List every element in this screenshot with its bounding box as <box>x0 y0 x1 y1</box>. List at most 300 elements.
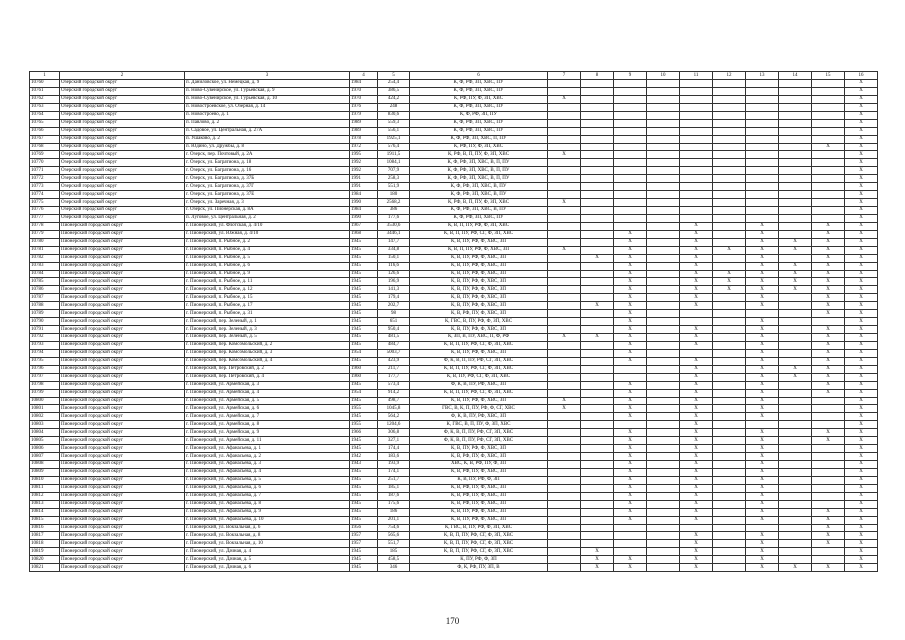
column-number: 8 <box>581 72 614 80</box>
table-cell: X <box>845 175 878 183</box>
table-cell: 1989 <box>350 119 378 127</box>
table-row <box>30 119 878 127</box>
table-cell: 565,6 <box>378 532 410 540</box>
table-cell <box>812 556 845 564</box>
table-cell: 185 <box>378 548 410 556</box>
table-cell: X <box>746 254 779 262</box>
table-cell: X <box>845 413 878 421</box>
table-cell <box>581 262 614 270</box>
table-cell: Ф, К, В, П, ПУ, РФ, СГ, ЗП, ХВС <box>410 429 548 437</box>
table-cell <box>746 524 779 532</box>
table-cell: X <box>845 151 878 159</box>
table-cell: X <box>680 421 713 429</box>
table-cell: 1945 <box>350 326 378 334</box>
table-cell: X <box>845 556 878 564</box>
table-cell <box>581 286 614 294</box>
table-cell: X <box>680 468 713 476</box>
table-cell: г. Пионерский, п. Рыбное, д. 12 <box>185 286 350 294</box>
table-cell: 10805 <box>30 437 60 445</box>
table-cell: К, В, РФ, ПУ, Ф, ХВС, ЗП <box>410 453 548 461</box>
table-cell <box>680 310 713 318</box>
table-cell <box>548 556 581 564</box>
table-cell: X <box>812 508 845 516</box>
table-cell: К, В, П, ПУ, РФ, СГ, Ф, ЗП, ХВС <box>410 389 548 397</box>
table-cell <box>647 564 680 572</box>
table-cell <box>680 111 713 119</box>
table-cell <box>647 286 680 294</box>
table-cell: X <box>614 484 647 492</box>
table-cell <box>581 95 614 103</box>
table-cell: X <box>614 437 647 445</box>
table-cell: Озерский городской округ <box>60 199 185 207</box>
table-cell: 10815 <box>30 516 60 524</box>
table-cell <box>548 302 581 310</box>
table-cell: К, В, РФ, ПУ, Ф, ХВС, ЗП <box>410 492 548 500</box>
table-cell: Пионерский городской округ <box>60 334 185 342</box>
table-cell: К, В, ПУ, РФ, Ф, ХВС, ЗП <box>410 302 548 310</box>
table-row <box>30 135 878 143</box>
table-cell: г. Пионерский, п. Рыбное, д. 4 <box>185 246 350 254</box>
table-cell <box>713 254 746 262</box>
table-cell: Пионерский городской округ <box>60 492 185 500</box>
table-cell: 498,7 <box>378 397 410 405</box>
table-cell <box>581 461 614 469</box>
table-cell <box>548 381 581 389</box>
table-cell: 651 <box>378 318 410 326</box>
table-cell: г. Пионерский, ул. Афанасьева, д. 6 <box>185 484 350 492</box>
table-cell: 2568,2 <box>378 199 410 207</box>
table-cell <box>812 484 845 492</box>
table-cell: 10791 <box>30 326 60 334</box>
table-cell <box>647 349 680 357</box>
table-cell: X <box>680 365 713 373</box>
table-cell <box>581 437 614 445</box>
table-cell: 551,9 <box>378 183 410 191</box>
table-cell: X <box>680 453 713 461</box>
table-cell: 576,4 <box>378 143 410 151</box>
table-cell: г. Пионерский, ул. Афанасьева, д. 2 <box>185 453 350 461</box>
table-cell: X <box>746 334 779 342</box>
table-cell <box>548 365 581 373</box>
table-cell: 193,9 <box>378 461 410 469</box>
table-cell: X <box>845 389 878 397</box>
table-cell: 10812 <box>30 492 60 500</box>
table-cell: 177,6 <box>378 214 410 222</box>
table-cell: г. Пионерский, п. Рыбное, д. 15 <box>185 294 350 302</box>
table-cell <box>647 230 680 238</box>
table-cell: X <box>680 222 713 230</box>
table-row <box>30 405 878 413</box>
table-cell: X <box>845 159 878 167</box>
table-row <box>30 87 878 95</box>
table-cell: X <box>548 405 581 413</box>
table-cell: 10760 <box>30 80 60 88</box>
table-cell: 1945 <box>350 468 378 476</box>
table-cell: 1945 <box>350 516 378 524</box>
table-cell: X <box>845 532 878 540</box>
table-cell: X <box>680 389 713 397</box>
column-number: 5 <box>378 72 410 80</box>
table-cell: 1991 <box>350 183 378 191</box>
table-cell <box>680 143 713 151</box>
table-cell: 1945 <box>350 413 378 421</box>
table-cell <box>713 476 746 484</box>
table-cell: 1911,5 <box>378 151 410 159</box>
table-cell: К, Ф, РФ, ЗП, ХВС, П, ПУ <box>410 135 548 143</box>
table-cell: 10781 <box>30 246 60 254</box>
column-number: 2 <box>60 72 185 80</box>
table-cell <box>779 524 812 532</box>
table-cell: Озерский городской округ <box>60 151 185 159</box>
table-cell <box>647 421 680 429</box>
column-number: 7 <box>548 72 581 80</box>
table-cell: X <box>845 310 878 318</box>
table-cell: Пионерский городской округ <box>60 508 185 516</box>
table-cell: 10766 <box>30 127 60 135</box>
table-cell <box>548 103 581 111</box>
table-cell: 147,7 <box>378 238 410 246</box>
table-cell <box>647 159 680 167</box>
table-cell <box>812 80 845 88</box>
table-cell <box>581 453 614 461</box>
table-cell <box>548 461 581 469</box>
table-cell: X <box>812 270 845 278</box>
table-cell: 10768 <box>30 143 60 151</box>
table-cell: 10813 <box>30 500 60 508</box>
table-cell <box>713 524 746 532</box>
table-cell: 1945 <box>350 548 378 556</box>
table-cell: X <box>680 397 713 405</box>
table-cell: 186 <box>378 508 410 516</box>
table-cell: Пионерский городской округ <box>60 429 185 437</box>
table-cell: 10783 <box>30 262 60 270</box>
table-cell <box>548 318 581 326</box>
table-cell: п. Садовое, ул. Центральная, д. 27А <box>185 127 350 135</box>
table-cell <box>680 175 713 183</box>
table-cell: X <box>746 302 779 310</box>
table-cell: 1084,1 <box>378 159 410 167</box>
table-cell <box>680 199 713 207</box>
table-cell <box>713 421 746 429</box>
table-cell <box>647 524 680 532</box>
table-cell: X <box>680 262 713 270</box>
table-cell <box>581 191 614 199</box>
table-cell: X <box>680 461 713 469</box>
table-cell: К, В, П, ПУ, РФ, СГ, Ф, ЗП, ХВС <box>410 230 548 238</box>
table-cell: X <box>614 453 647 461</box>
table-cell: К, ГВС, В, ПУ, РФ, Ф, ЗП, ХВС <box>410 524 548 532</box>
table-cell <box>548 119 581 127</box>
table-cell <box>614 191 647 199</box>
table-cell: Озерский городской округ <box>60 111 185 119</box>
table-cell <box>614 103 647 111</box>
table-cell <box>647 111 680 119</box>
table-cell: г. Пионерский, п. Рыбное, д. 31 <box>185 310 350 318</box>
table-cell: п. Луговое, ул. Центральная, д. 2 <box>185 214 350 222</box>
table-cell: X <box>845 365 878 373</box>
table-row <box>30 310 878 318</box>
table-cell: 386 <box>378 207 410 215</box>
table-cell <box>746 80 779 88</box>
table-cell: 10776 <box>30 207 60 215</box>
table-cell <box>614 548 647 556</box>
table-cell <box>548 143 581 151</box>
table-cell <box>713 484 746 492</box>
table-row <box>30 548 878 556</box>
table-cell: X <box>614 500 647 508</box>
table-cell: Ф, К, В, П, ПУ, РФ, СГ, ЗП, ХВС <box>410 357 548 365</box>
table-cell <box>647 238 680 246</box>
table-cell <box>614 421 647 429</box>
table-cell <box>713 143 746 151</box>
table-row <box>30 302 878 310</box>
table-cell <box>713 262 746 270</box>
table-cell <box>746 191 779 199</box>
table-cell <box>812 183 845 191</box>
table-cell: п. Ново-Сувенирское, ул. Гурьевская, д. 10 <box>185 95 350 103</box>
table-cell: Озерский городской округ <box>60 135 185 143</box>
table-cell: 1945 <box>350 246 378 254</box>
table-cell: X <box>614 318 647 326</box>
table-cell: X <box>680 270 713 278</box>
table-cell: X <box>746 564 779 572</box>
table-cell: Пионерский городской округ <box>60 500 185 508</box>
table-cell: 10779 <box>30 230 60 238</box>
table-cell <box>779 445 812 453</box>
table-cell <box>647 127 680 135</box>
table-cell <box>713 564 746 572</box>
table-row <box>30 373 878 381</box>
table-cell <box>713 302 746 310</box>
table-cell: 484,7 <box>378 341 410 349</box>
table-cell <box>581 135 614 143</box>
table-cell: X <box>812 278 845 286</box>
table-cell: 116,6 <box>378 262 410 270</box>
table-cell <box>647 389 680 397</box>
table-cell <box>779 143 812 151</box>
table-cell: г. Пионерский, п. Рыбное, д. 17 <box>185 302 350 310</box>
table-cell: X <box>746 278 779 286</box>
table-cell <box>548 294 581 302</box>
table-cell: X <box>548 397 581 405</box>
table-cell: X <box>548 246 581 254</box>
table-cell: 1945 <box>350 262 378 270</box>
table-cell <box>548 516 581 524</box>
table-cell: 201,1 <box>378 516 410 524</box>
table-cell <box>680 183 713 191</box>
table-cell: Пионерский городской округ <box>60 484 185 492</box>
table-cell <box>713 151 746 159</box>
table-row <box>30 286 878 294</box>
table-cell: X <box>746 357 779 365</box>
table-cell: К, В, РФ, ПУ, Ф, ХВС, ЗП <box>410 310 548 318</box>
table-cell: 10764 <box>30 111 60 119</box>
table-cell <box>647 484 680 492</box>
table-cell: X <box>812 365 845 373</box>
table-cell: 1945 <box>350 476 378 484</box>
table-cell <box>680 159 713 167</box>
table-cell: X <box>548 95 581 103</box>
table-cell: Пионерский городской округ <box>60 468 185 476</box>
table-cell <box>614 222 647 230</box>
table-cell <box>548 175 581 183</box>
table-cell <box>812 127 845 135</box>
table-cell: Ф, К, В, П, ПУ, РФ, СГ, ЗП, ХВС <box>410 437 548 445</box>
table-cell <box>581 484 614 492</box>
table-cell: К, В, П, ПУ, РФ, Ф, ЗП, ХВС <box>410 222 548 230</box>
table-cell: К, В, РФ, ПУ, Ф, ХВС, ЗП <box>410 500 548 508</box>
table-cell <box>779 95 812 103</box>
table-row <box>30 199 878 207</box>
table-cell <box>647 548 680 556</box>
table-row <box>30 159 878 167</box>
table-cell: 10799 <box>30 389 60 397</box>
table-cell: г. Озерск, ул. Багратиона, д. 16 <box>185 167 350 175</box>
table-row <box>30 357 878 365</box>
table-cell: X <box>713 270 746 278</box>
table-cell: X <box>746 453 779 461</box>
table-cell: X <box>680 334 713 342</box>
table-cell <box>548 191 581 199</box>
table-cell: X <box>845 540 878 548</box>
table-cell: 10769 <box>30 151 60 159</box>
table-cell <box>581 413 614 421</box>
table-cell: X <box>614 326 647 334</box>
table-cell: г. Пионерский, ул. Вокзальная, д. 10 <box>185 540 350 548</box>
table-cell: К, В, П, ПУ, РФ, Ф, ХВС, ЗП <box>410 246 548 254</box>
table-cell <box>812 318 845 326</box>
table-cell <box>647 246 680 254</box>
table-cell <box>713 516 746 524</box>
table-cell <box>647 175 680 183</box>
table-row <box>30 207 878 215</box>
table-cell: X <box>845 421 878 429</box>
table-cell: г. Озерск, ул. Заречная, д. 3 <box>185 199 350 207</box>
table-cell <box>779 397 812 405</box>
table-cell <box>680 80 713 88</box>
table-cell: 1945 <box>350 341 378 349</box>
table-cell: X <box>812 310 845 318</box>
table-cell: 556,1 <box>378 127 410 135</box>
table-cell: X <box>779 564 812 572</box>
table-cell <box>581 373 614 381</box>
table-cell <box>746 214 779 222</box>
table-cell <box>680 103 713 111</box>
table-cell <box>713 349 746 357</box>
table-cell <box>779 540 812 548</box>
table-cell <box>548 127 581 135</box>
table-cell <box>647 461 680 469</box>
table-cell <box>614 214 647 222</box>
table-cell: К, РФ, ПУ, Ф, ЗП, ХВС <box>410 143 548 151</box>
table-row <box>30 222 878 230</box>
table-cell <box>812 167 845 175</box>
table-cell: Пионерский городской округ <box>60 540 185 548</box>
table-cell: X <box>746 381 779 389</box>
table-cell: X <box>845 80 878 88</box>
table-cell: X <box>680 556 713 564</box>
table-cell: X <box>845 357 878 365</box>
table-cell <box>647 540 680 548</box>
table-cell <box>647 207 680 215</box>
table-cell <box>581 222 614 230</box>
table-cell: 1945 <box>350 437 378 445</box>
table-cell <box>548 214 581 222</box>
table-cell <box>680 167 713 175</box>
table-cell: 1991 <box>350 175 378 183</box>
table-cell <box>548 207 581 215</box>
table-cell: 10802 <box>30 413 60 421</box>
table-cell: X <box>845 238 878 246</box>
table-cell: 424,2 <box>378 95 410 103</box>
table-cell: 306,8 <box>378 429 410 437</box>
table-cell <box>812 476 845 484</box>
table-cell: X <box>746 246 779 254</box>
table-cell: 1945 <box>350 286 378 294</box>
table-cell: К, В, ПУ, РФ, Ф, ХВС, ЗП <box>410 294 548 302</box>
table-cell <box>647 262 680 270</box>
table-row <box>30 437 878 445</box>
table-cell <box>812 500 845 508</box>
table-cell: X <box>746 341 779 349</box>
table-cell: X <box>680 294 713 302</box>
table-cell <box>581 87 614 95</box>
table-row <box>30 468 878 476</box>
table-cell: 1955 <box>350 421 378 429</box>
table-cell: 1967 <box>350 222 378 230</box>
table-cell: Озерский городской округ <box>60 167 185 175</box>
table-cell <box>713 183 746 191</box>
table-cell: Пионерский городской округ <box>60 254 185 262</box>
table-cell: X <box>779 286 812 294</box>
table-cell <box>614 373 647 381</box>
table-cell: г. Пионерский, ул. Афанасьева, д. 4 <box>185 468 350 476</box>
table-cell: 10797 <box>30 373 60 381</box>
table-cell: 707,9 <box>378 167 410 175</box>
table-cell: X <box>746 413 779 421</box>
table-cell: г. Озерск, ул. Багратиона, д. 37Б <box>185 175 350 183</box>
table-cell: 10775 <box>30 199 60 207</box>
table-cell <box>713 532 746 540</box>
table-cell <box>647 381 680 389</box>
table-cell: X <box>845 437 878 445</box>
table-cell <box>680 524 713 532</box>
table-cell: X <box>680 540 713 548</box>
table-cell: X <box>581 556 614 564</box>
table-cell <box>779 111 812 119</box>
page-number: 170 <box>445 616 460 626</box>
table-cell: г. Озерск, ул. Пионерская, д. 8А <box>185 207 350 215</box>
table-cell <box>713 207 746 215</box>
table-cell <box>779 191 812 199</box>
table-cell <box>746 127 779 135</box>
table-cell: X <box>581 302 614 310</box>
table-cell: X <box>614 230 647 238</box>
table-row <box>30 516 878 524</box>
table-cell: Пионерский городской округ <box>60 318 185 326</box>
table-cell: 10787 <box>30 294 60 302</box>
table-cell <box>548 484 581 492</box>
table-cell: X <box>812 143 845 151</box>
table-cell: X <box>614 564 647 572</box>
table-cell: Пионерский городской округ <box>60 532 185 540</box>
table-cell: Ф, К, В, ПУ, РФ, ХВС, ЗП <box>410 381 548 389</box>
table-cell: 141,3 <box>378 286 410 294</box>
table-row <box>30 484 878 492</box>
table-cell: 10792 <box>30 334 60 342</box>
table-cell: Пионерский городской округ <box>60 278 185 286</box>
table-cell <box>647 476 680 484</box>
